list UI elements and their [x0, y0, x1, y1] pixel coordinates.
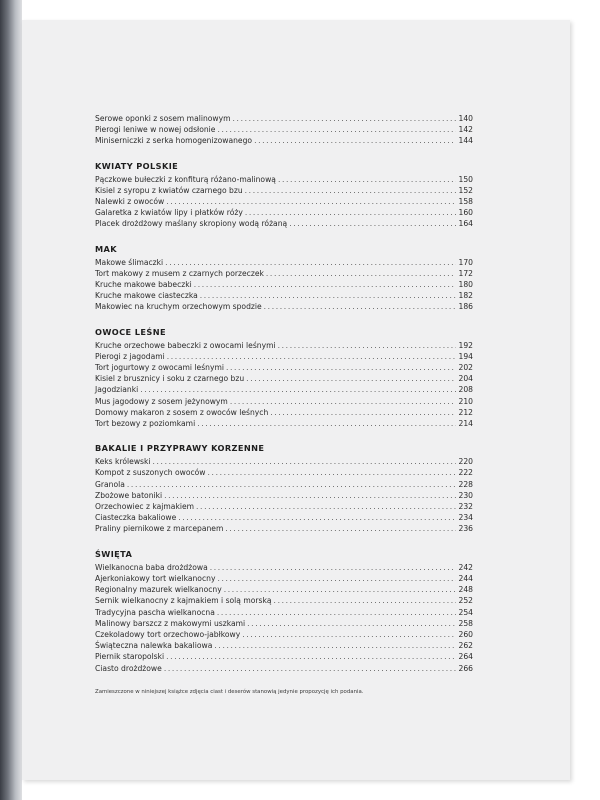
toc-entry	[95, 607, 473, 618]
section-title: MAK	[95, 243, 118, 254]
section-owoce-lesne	[95, 327, 473, 430]
toc-entry	[95, 340, 473, 351]
entry-title: Kisiel z bruszniсy i soku z czarnego bzu	[95, 374, 245, 384]
dot-leader	[153, 456, 456, 467]
dot-leader	[217, 573, 455, 584]
dot-leader	[242, 629, 455, 640]
toc-entry	[95, 384, 473, 395]
toc-entry	[95, 640, 473, 651]
dot-leader	[200, 290, 456, 301]
dot-leader	[166, 196, 455, 207]
dot-leader	[166, 651, 455, 662]
entry-title: Makowiec na kruchym orzechowym spodzie	[95, 302, 262, 312]
entry-page: 142	[458, 125, 473, 135]
entry-title: Nalewki z owoców	[95, 197, 165, 207]
toc-entry	[95, 135, 473, 146]
toc-entry	[95, 512, 473, 523]
toc-entry	[95, 362, 473, 373]
toc-entry	[95, 418, 473, 429]
toc-entry	[95, 456, 473, 467]
dot-leader	[165, 257, 455, 268]
entry-page: 204	[458, 374, 473, 384]
dot-leader	[274, 595, 456, 606]
entry-page: 208	[458, 385, 473, 395]
entry-page: 260	[458, 629, 473, 639]
dot-leader	[278, 340, 456, 351]
dot-leader	[167, 351, 456, 362]
entry-title: Sernik wielkanocny z kajmakiem i solą morską	[95, 596, 272, 606]
entry-page: 202	[458, 363, 473, 373]
entry-page: 254	[458, 607, 473, 617]
entry-page: 236	[458, 524, 473, 534]
entry-page: 222	[458, 468, 473, 478]
entry-page: 170	[458, 257, 473, 267]
entry-title: Serowe oponki z sosem malinowym	[95, 114, 231, 123]
toc-entry	[95, 407, 473, 418]
entry-page: 248	[458, 585, 473, 595]
toc-entry	[95, 113, 473, 124]
entry-title: Placek drożdżowy maślany skropiony wodą różaną	[95, 219, 288, 229]
toc-entry	[95, 207, 473, 218]
entry-page: 164	[458, 219, 473, 229]
entry-page: 192	[458, 340, 473, 350]
entry-page: 244	[458, 573, 473, 583]
toc-entry	[95, 396, 473, 407]
entry-page: 262	[458, 641, 473, 651]
entry-title: Kruche orzechowe babeczki z owocami leśnymi	[95, 340, 276, 350]
entry-title: Tradycyjna pascha wielkanocna	[95, 607, 215, 617]
toc-entry	[95, 290, 473, 301]
entry-title: Ajerkoniakowy tort wielkanocny	[95, 573, 216, 583]
entry-title: Pierogi z jagodami	[95, 351, 165, 361]
entry-page: 258	[458, 618, 473, 628]
entry-page: 180	[458, 280, 473, 290]
entry-page: 214	[458, 419, 473, 429]
dot-leader	[289, 218, 455, 229]
entry-title: Piernik staropolski	[95, 652, 165, 662]
toc-entry	[95, 373, 473, 384]
entry-page: 158	[458, 197, 473, 207]
entry-title: Pierogi leniwe w nowej odsłonie	[95, 125, 216, 135]
entry-page: 172	[458, 268, 473, 278]
entry-title: Czekoladowy tort orzechowo-jabłkowy	[95, 629, 241, 639]
entry-page: 140	[458, 114, 473, 123]
entry-page: 264	[458, 652, 473, 662]
entry-title: Mus jagodowy z sosem jeżynowym	[95, 396, 228, 406]
section-title: KWIATY POLSKIE	[95, 160, 179, 171]
dot-leader	[225, 523, 455, 534]
entry-title: Kompot z suszonych owoców	[95, 468, 206, 478]
entry-title: Kruche makowe ciasteczka	[95, 291, 198, 301]
section-kwiaty-polskie	[95, 161, 473, 230]
toc-entry	[95, 185, 473, 196]
section-title: OWOCE LEŚNE	[95, 326, 166, 337]
entry-page: 210	[458, 396, 473, 406]
dot-leader	[245, 207, 456, 218]
intro-entries	[95, 113, 473, 147]
dot-leader	[278, 174, 456, 185]
entry-title: Granola	[95, 479, 125, 489]
entry-title: Makowe ślimaczki	[95, 257, 164, 267]
toc-entry	[95, 663, 473, 674]
entry-page: 220	[458, 457, 473, 467]
dot-leader	[178, 512, 455, 523]
entry-page: 252	[458, 596, 473, 606]
dot-leader	[233, 113, 456, 124]
entry-page: 160	[458, 208, 473, 218]
toc-entry	[95, 490, 473, 501]
toc-entry	[95, 573, 473, 584]
toc-entry	[95, 595, 473, 606]
toc-entry	[95, 584, 473, 595]
toc-entry	[95, 174, 473, 185]
toc-entry	[95, 351, 473, 362]
dot-leader	[224, 584, 456, 595]
toc-entry	[95, 562, 473, 573]
dot-leader	[246, 373, 455, 384]
section-mak	[95, 244, 473, 313]
entry-page: 212	[458, 407, 473, 417]
toc-entry	[95, 651, 473, 662]
dot-leader	[140, 384, 455, 395]
dot-leader	[214, 640, 455, 651]
toc-entry	[95, 618, 473, 629]
dot-leader	[247, 618, 455, 629]
entry-title: Tort jogurtowy z owocami leśnymi	[95, 363, 224, 373]
toc-entry	[95, 196, 473, 207]
entry-title: Tort bezowy z poziomkami	[95, 419, 196, 429]
entry-title: Jagodzianki	[95, 385, 139, 395]
dot-leader	[217, 607, 456, 618]
toc-entry	[95, 124, 473, 135]
dot-leader	[197, 418, 455, 429]
dot-leader	[230, 396, 456, 407]
section-bakalie	[95, 443, 473, 534]
footnote: Zamieszczone w niniejszej książce zdjęcia ciast i deserów stanowią jedynie propozycję ich podania.	[95, 689, 364, 695]
entry-page: 182	[458, 291, 473, 301]
entry-title: Świąteczna nalewka bakaliowa	[95, 641, 213, 651]
entry-title: Wielkanocna baba drożdżowa	[95, 562, 208, 572]
entry-title: Regionalny mazurek wielkanocny	[95, 585, 222, 595]
dot-leader	[196, 501, 455, 512]
entry-page: 228	[458, 479, 473, 489]
dot-leader	[226, 362, 456, 373]
dot-leader	[217, 124, 455, 135]
dot-leader	[264, 301, 456, 312]
entry-title: Miniserniczki z serka homogenizowanego	[95, 136, 253, 146]
dot-leader	[127, 479, 456, 490]
toc-entry	[95, 629, 473, 640]
dot-leader	[194, 279, 456, 290]
entry-page: 152	[458, 185, 473, 195]
entry-page: 232	[458, 502, 473, 512]
dot-leader	[164, 663, 456, 674]
entry-page: 194	[458, 351, 473, 361]
dot-leader	[270, 407, 455, 418]
entry-title: Ciasto drożdżowe	[95, 663, 162, 673]
entry-page: 144	[458, 136, 473, 146]
entry-title: Domowy makaron z sosem z owoców leśnych	[95, 407, 269, 417]
entry-title: Keks królewski	[95, 457, 151, 467]
toc-entry	[95, 301, 473, 312]
entry-title: Kisiel z syropu z kwiatów czarnego bzu	[95, 185, 243, 195]
table-of-contents	[95, 113, 473, 674]
entry-title: Galaretka z kwiatów lipy i płatków róży	[95, 208, 243, 218]
entry-page: 230	[458, 490, 473, 500]
section-title: BAKALIE I PRZYPRAWY KORZENNE	[95, 443, 265, 454]
entry-page: 234	[458, 513, 473, 523]
toc-entry	[95, 279, 473, 290]
dot-leader	[208, 467, 456, 478]
toc-entry	[95, 467, 473, 478]
entry-title: Tort makowy z musem z czarnych porzeczek	[95, 268, 264, 278]
toc-entry	[95, 257, 473, 268]
entry-page: 266	[458, 663, 473, 673]
entry-title: Kruche makowe babeczki	[95, 280, 192, 290]
dot-leader	[254, 135, 455, 146]
entry-title: Pączkowe bułeczki z konfiturą różano-malinową	[95, 174, 276, 184]
toc-entry	[95, 523, 473, 534]
book-spine	[0, 0, 22, 800]
entry-title: Malinowy barszcz z makowymi uszkami	[95, 618, 246, 628]
entry-title: Praliny piernikowe z marcepanem	[95, 524, 224, 534]
dot-leader	[245, 185, 456, 196]
section-title: ŚWIĘTA	[95, 548, 133, 559]
dot-leader	[266, 268, 456, 279]
entry-title: Zbożowe batoniki	[95, 490, 163, 500]
entry-page: 150	[458, 174, 473, 184]
toc-entry	[95, 479, 473, 490]
toc-entry	[95, 268, 473, 279]
dot-leader	[210, 562, 456, 573]
entry-page: 186	[458, 302, 473, 312]
dot-leader	[164, 490, 455, 501]
entry-title: Orzechowiec z kajmakiem	[95, 502, 195, 512]
entry-page: 242	[458, 562, 473, 572]
section-swieta	[95, 549, 473, 674]
entry-title: Ciasteczka bakaliowe	[95, 513, 177, 523]
toc-entry	[95, 218, 473, 229]
toc-entry	[95, 501, 473, 512]
